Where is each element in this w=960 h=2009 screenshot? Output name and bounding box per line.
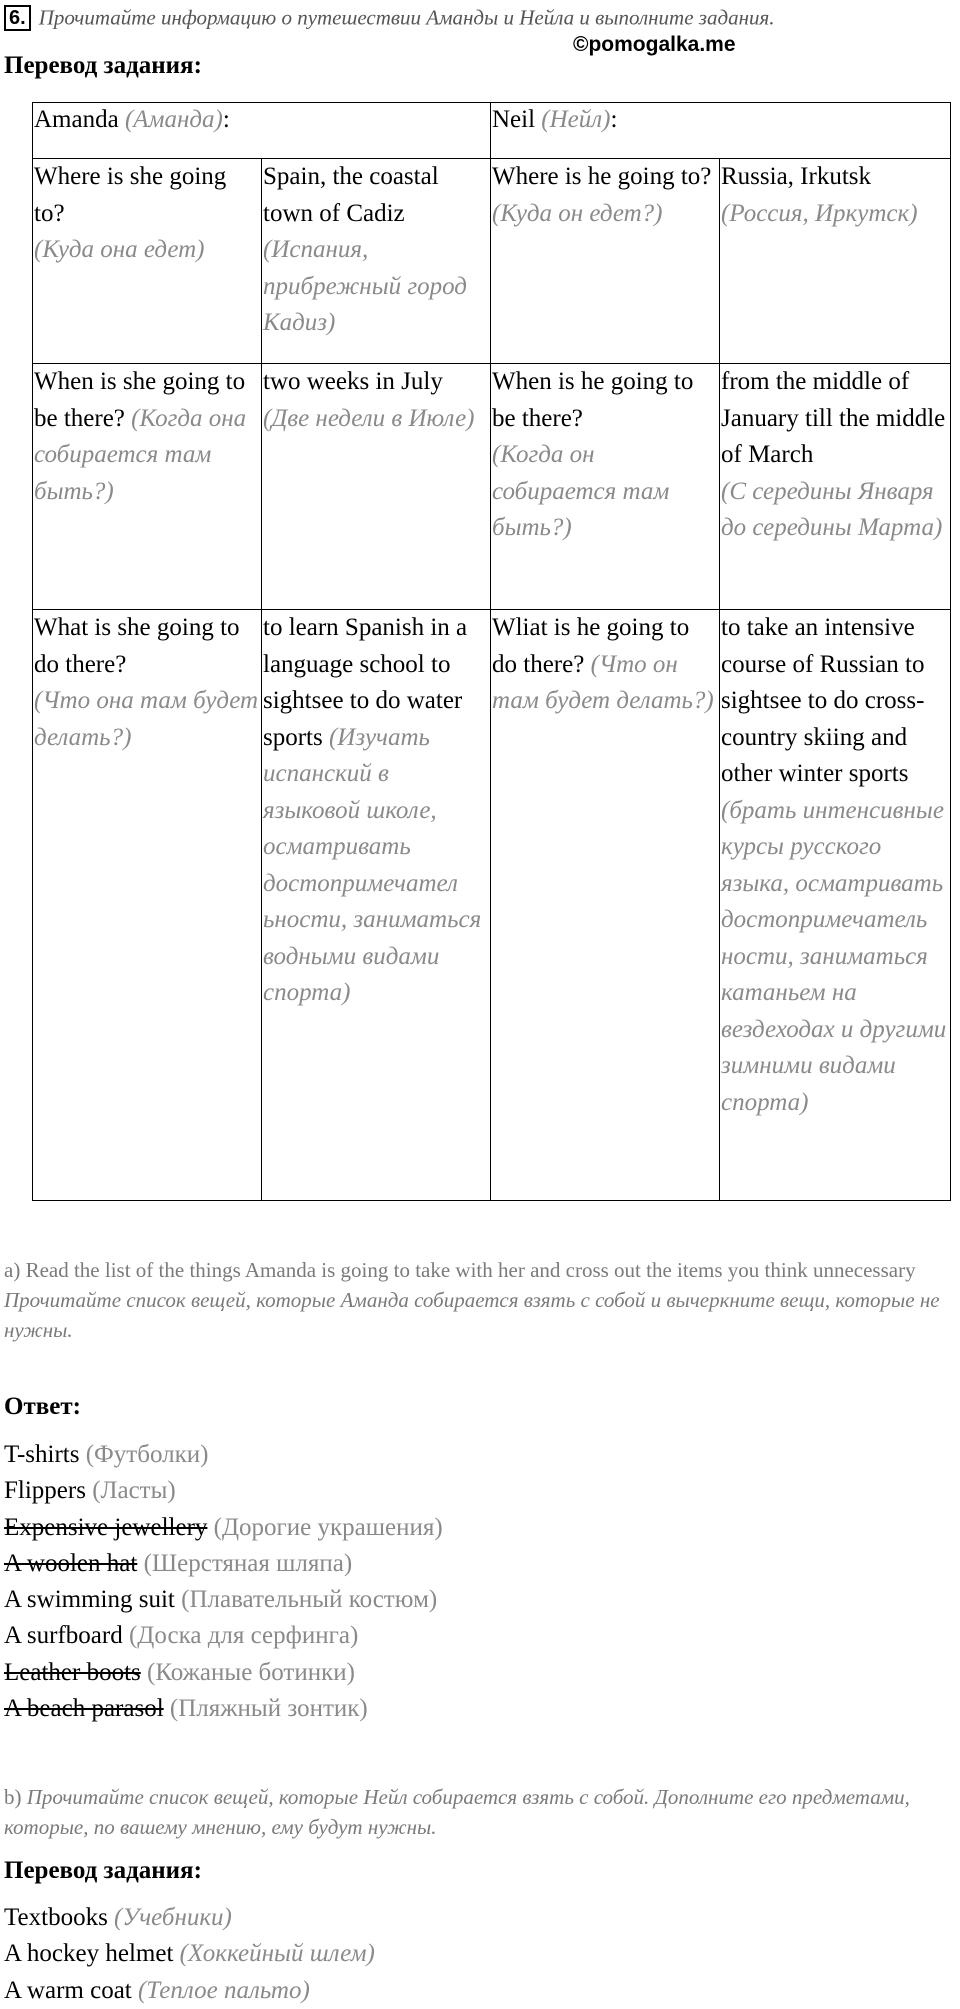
cell-en: When is he going to be there? bbox=[492, 368, 694, 432]
item-ru: (Теплое пальто) bbox=[137, 1976, 310, 2004]
cell-en: Where is he going to? bbox=[492, 163, 712, 190]
cell-en: two weeks in July bbox=[263, 368, 443, 395]
list-item bbox=[4, 1582, 443, 1618]
item-ru: (Футболки) bbox=[85, 1441, 209, 1468]
neil-name: Neil bbox=[492, 106, 536, 133]
list-item bbox=[4, 1936, 375, 1972]
neil-colon: : bbox=[610, 106, 618, 133]
task-a-en: a) Read the list of the things Amanda is going to take with her and cross out the items you think unnecessary bbox=[4, 1258, 916, 1282]
table-cell bbox=[33, 610, 262, 1201]
item-ru: (Кожаные ботинки) bbox=[147, 1658, 355, 1686]
cell-ru: (Испания, прибрежный город Кадиз) bbox=[263, 236, 467, 336]
list-item bbox=[4, 1900, 375, 1936]
table-row bbox=[33, 610, 951, 1201]
table-cell bbox=[491, 159, 720, 364]
table-row bbox=[33, 364, 951, 610]
table-cell bbox=[720, 610, 951, 1201]
table-cell bbox=[262, 364, 491, 610]
table-cell bbox=[262, 159, 491, 364]
table-cell bbox=[491, 610, 720, 1201]
cell-ru: (С середины Января до середины Марта) bbox=[721, 477, 943, 541]
item-ru: (Дорогие украшения) bbox=[213, 1513, 443, 1541]
item-ru: (Плавательный костюм) bbox=[181, 1586, 438, 1614]
item-en: A swimming suit bbox=[4, 1586, 175, 1614]
item-en: Flippers bbox=[4, 1477, 86, 1505]
cell-en: Where is she going to? bbox=[34, 163, 227, 227]
task-b bbox=[4, 1782, 944, 1842]
site-watermark: ©pomogalka.me bbox=[573, 33, 736, 56]
item-en-crossed: Expensive jewellery bbox=[4, 1513, 208, 1541]
cell-ru: (Изучать испанский в языковой школе, осматривать достопримечател ьности, заниматься водными видами спорта) bbox=[263, 723, 482, 1006]
table-header-row bbox=[33, 103, 951, 159]
table-cell bbox=[33, 364, 262, 610]
amanda-header-cell bbox=[33, 103, 491, 159]
cell-en: Russia, Irkutsk bbox=[721, 163, 871, 190]
cell-ru: (Что она там будет делать?) bbox=[34, 687, 259, 751]
list-item bbox=[4, 1973, 375, 2009]
neil-name-ru: (Нейл) bbox=[541, 106, 611, 133]
item-ru: (Шерстяная шляпа) bbox=[143, 1549, 353, 1577]
task-a-ru: Прочитайте список вещей, которые Аманда собирается взять с собой и вычеркните вещи, которые не нужны. bbox=[4, 1288, 940, 1342]
amanda-name-ru: (Аманда) bbox=[124, 106, 223, 133]
item-en: A hockey helmet bbox=[4, 1940, 174, 1968]
cell-ru: (брать интенсивные курсы русского языка, осматривать достопримечатель ности, заниматься катаньем на вездеходах и другими зимними видами спорта) bbox=[721, 796, 947, 1116]
item-en: Textbooks bbox=[4, 1904, 108, 1931]
table-row bbox=[33, 159, 951, 364]
cell-ru: (Куда она едет) bbox=[34, 236, 205, 263]
task-instruction: Прочитайте информацию о путешествии Аманды и Нейла и выполните задания. bbox=[38, 5, 775, 30]
trip-info-table bbox=[32, 102, 951, 1201]
cell-en: When is she going to be there? bbox=[34, 368, 246, 432]
item-ru: (Ласты) bbox=[92, 1477, 176, 1505]
list-item bbox=[4, 1473, 443, 1509]
list-item bbox=[4, 1691, 443, 1727]
item-ru: (Хоккейный шлем) bbox=[179, 1940, 375, 1968]
cell-en: Spain, the coastal town of Cadiz bbox=[263, 163, 439, 227]
table-cell bbox=[262, 610, 491, 1201]
item-en-crossed: Leather boots bbox=[4, 1658, 141, 1686]
cell-ru: (Когда он собирается там быть?) bbox=[492, 441, 670, 541]
item-ru: (Пляжный зонтик) bbox=[169, 1695, 368, 1723]
list-item bbox=[4, 1437, 443, 1473]
table-cell bbox=[720, 364, 951, 610]
list-item bbox=[4, 1618, 443, 1654]
cell-ru: (Когда она собирается там быть?) bbox=[34, 404, 247, 505]
table-cell bbox=[491, 364, 720, 610]
amanda-colon: : bbox=[222, 106, 230, 133]
item-en: T-shirts bbox=[4, 1441, 80, 1468]
cell-ru: (Две недели в Июле) bbox=[263, 404, 475, 432]
cell-ru: (Россия, Иркутск) bbox=[721, 199, 918, 227]
item-en-crossed: A beach parasol bbox=[4, 1695, 164, 1723]
task-b-ru: Прочитайте список вещей, которые Нейл собирается взять с собой. Дополните его предметами, которые, по вашему мнению, ему будут нужны. bbox=[4, 1785, 910, 1839]
list-item bbox=[4, 1655, 443, 1691]
cell-en: Wliat is he going to do there? bbox=[492, 614, 690, 678]
neil-items-list bbox=[4, 1900, 375, 2009]
amanda-items-list bbox=[4, 1437, 443, 1727]
list-item bbox=[4, 1510, 443, 1546]
cell-ru: (Что он там будет делать?) bbox=[492, 650, 714, 714]
amanda-name: Amanda bbox=[34, 106, 119, 133]
translation-heading: Перевод задания: bbox=[4, 52, 202, 79]
item-en: A surfboard bbox=[4, 1622, 123, 1650]
cell-en: What is she going to do there? bbox=[34, 614, 240, 678]
answer-heading: Ответ: bbox=[4, 1393, 81, 1420]
item-ru: (Доска для серфинга) bbox=[128, 1622, 359, 1650]
task-b-label: b) bbox=[4, 1785, 22, 1809]
task-a bbox=[4, 1255, 944, 1345]
list-item bbox=[4, 1546, 443, 1582]
translation-heading-2: Перевод задания: bbox=[4, 1857, 202, 1884]
cell-ru: (Куда он едет?) bbox=[492, 199, 663, 227]
item-ru: (Учебники) bbox=[114, 1904, 232, 1931]
table-cell bbox=[720, 159, 951, 364]
cell-en: from the middle of January till the middle of March bbox=[721, 368, 946, 468]
table-cell bbox=[33, 159, 262, 364]
item-en-crossed: A woolen hat bbox=[4, 1549, 138, 1577]
cell-en: to take an intensive course of Russian to sightsee to do cross-country skiing and other winter sports bbox=[721, 614, 925, 787]
neil-header-cell bbox=[491, 103, 951, 159]
cell-en: to learn Spanish in a language school to sightsee to do water sports bbox=[263, 614, 468, 751]
task-number: 6. bbox=[4, 5, 31, 31]
item-en: A warm coat bbox=[4, 1976, 132, 2004]
task-header bbox=[4, 4, 775, 31]
